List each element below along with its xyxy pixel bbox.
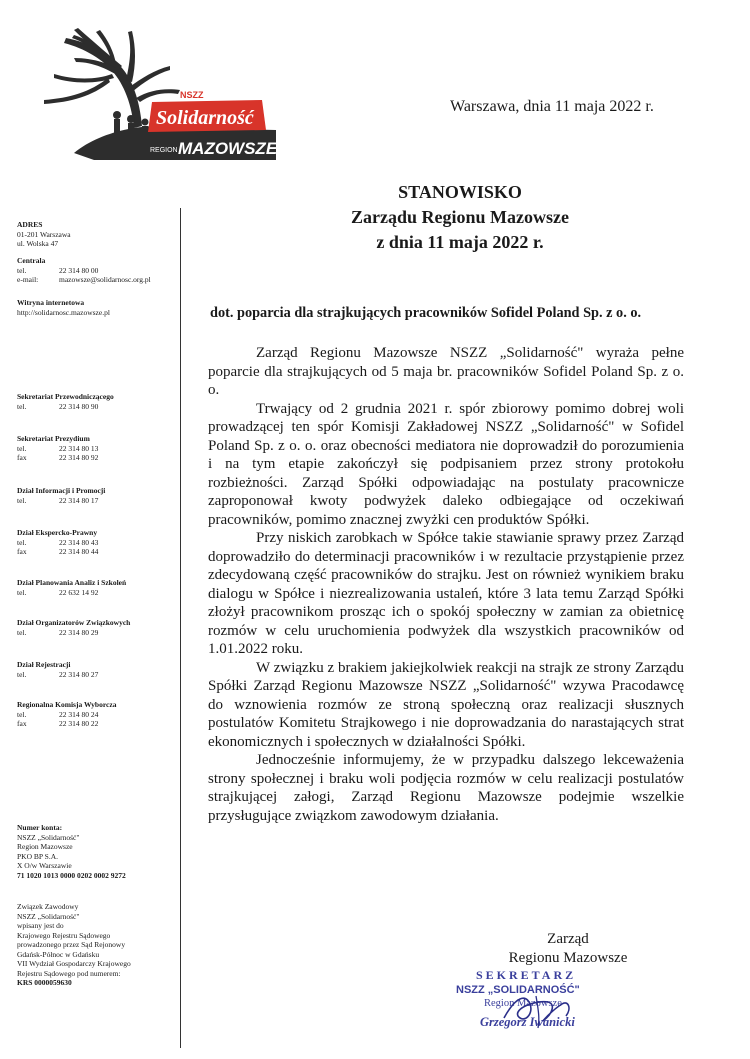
signatory-line-2: Regionu Mazowsze <box>508 949 628 966</box>
svg-text:Solidarność: Solidarność <box>156 107 254 129</box>
election-commission-block: Regionalna Komisja Wyborcza tel. 22 314 80 24 fax 22 314 80 22 <box>17 700 117 728</box>
registry-info-block: Związek Zawodowy NSZZ „Solidarność" wpisany jest do Krajowego Rejestru Sądowego prowadzonego przez Sąd Rejonowy Gdańsk-Północ w Gdańsku VII Wydział Gospodarczy Krajowego Rejestru Sądowego pod numerem: KRS 0000059630 <box>17 902 177 988</box>
stamp-title: SEKRETARZ <box>476 968 577 982</box>
document-date: Warszawa, dnia 11 maja 2022 r. <box>450 98 654 115</box>
stamp-name: Grzegorz Iwanicki <box>480 1015 575 1029</box>
paragraph-3: Przy niskich zarobkach w Spółce takie stawianie sprawy przez Zarząd doprowadziło do determinacji pracowników i w rezultacie przystąpienie przez zdecydowaną część pracowników do strajku. Jest on również wynikiem braku dialogu w Spółce i niezrealizowania ustaleń, które 3 lata temu Zarząd Spółki złożył pracownikom prosząc ich o spokój społeczny w zamian za obietnicę rozmów w celu uruchomienia podwyżek dla wszystkich pracowników od 1.01.2022 roku. <box>208 530 684 657</box>
website-block: Witryna internetowa http://solidarnosc.mazowsze.pl <box>17 298 177 317</box>
krs-number: KRS 0000059630 <box>17 978 72 987</box>
information-dept-block: Dział Informacji i Promocji tel. 22 314 80 17 <box>17 486 106 505</box>
document-subject: dot. poparcia dla strajkujących pracowników Sofidel Poland Sp. z o. o. <box>210 305 642 321</box>
document-heading <box>250 180 670 255</box>
sidebar-divider <box>180 208 181 1048</box>
svg-text:NSZZ: NSZZ <box>180 90 204 100</box>
heading-authority: Zarządu Regionu Mazowsze <box>351 207 569 227</box>
svg-text:MAZOWSZE: MAZOWSZE <box>178 139 278 158</box>
signatory <box>488 930 648 967</box>
heading-date: z dnia 11 maja 2022 r. <box>376 232 544 252</box>
paragraph-2: Trwający od 2 grudnia 2021 r. spór zbiorowy pomimo dobrej woli prowadzącej ten spór Komisji Zakładowej NSZZ „Solidarność" w Sofidel Poland Sp. z o. o. oraz obecności mediatora nie doprowadził do porozumienia i na tym etapie zakończył się podpisaniem przez strony protokołu rozbieżności. Zarząd Spółki odpowiadając na postulaty pracownicze zaproponował kwoty podwyżek daleko odbiegające od oczekiwań pracowników, pomimo znacznej zwyżki cen produktów Spółki. <box>208 400 684 528</box>
presidium-office-block: Sekretariat Prezydium tel. 22 314 80 13 fax 22 314 80 92 <box>17 434 99 462</box>
chairman-office-block: Sekretariat Przewodniczącego tel. 22 314 80 90 <box>17 392 114 411</box>
central-office-block: Centrala tel. 22 314 80 00 e-mail: mazowsze@solidarnosc.org.pl <box>17 256 151 284</box>
paragraph-1: Zarząd Regionu Mazowsze NSZZ „Solidarność" wyraża pełne poparcie dla strajkujących od 5 maja br. pracowników Sofidel Poland Sp. z o. o. <box>208 345 684 398</box>
paragraph-4: W związku z brakiem jakiejkolwiek reakcji na strajk ze strony Zarządu Spółki Zarząd Regionu Mazowsze NSZZ „Solidarność" wzywa Pracodawcę do wznowienia rozmów ze stroną społeczną oraz realizacji słusznych postulatów Komitetu Strajkowego i nie doprowadzania do narastających strat ekonomicznych i społecznych w działalności Spółki. <box>208 659 684 750</box>
bank-account-block: Numer konta: NSZZ „Solidarność" Region Mazowsze PKO BP S.A. X O/w Warszawie 71 1020 1013 0000 0202 0002 9272 <box>17 823 177 880</box>
registration-dept-block: Dział Rejestracji tel. 22 314 80 27 <box>17 660 99 679</box>
account-number: 71 1020 1013 0000 0202 0002 9272 <box>17 870 126 880</box>
document-body <box>208 344 684 825</box>
address-block: ADRES 01-201 Warszawa ul. Wolska 47 <box>17 220 71 248</box>
handwritten-signature <box>496 990 586 1030</box>
paragraph-5: Jednocześnie informujemy, że w przypadku dalszego lekceważenia strony społecznej i braku woli podjęcia rozmów w celu realizacji postulatów strajkującej załogi, Zarząd Regionu Mazowsze podejmie wszelkie przysługujące związkom zawodowym działania. <box>208 752 684 824</box>
stamp-region: Region Mazowsze <box>484 998 562 1009</box>
stamp-org: NSZZ „SOLIDARNOŚĆ" <box>456 984 580 996</box>
email-link[interactable]: mazowsze@solidarnosc.org.pl <box>59 275 151 284</box>
svg-text:REGION: REGION <box>150 147 178 154</box>
legal-dept-block: Dział Ekspercko-Prawny tel. 22 314 80 43 fax 22 314 80 44 <box>17 528 99 556</box>
planning-dept-block: Dział Planowania Analiz i Szkoleń tel. 22 632 14 92 <box>17 578 127 597</box>
heading-title: STANOWISKO <box>398 182 522 202</box>
logo-graphic <box>14 18 284 163</box>
signatory-line-1: Zarząd <box>547 931 589 947</box>
website-link[interactable]: http://solidarnosc.mazowsze.pl <box>17 307 110 317</box>
organizers-dept-block: Dział Organizatorów Związkowych tel. 22 314 80 29 <box>17 618 131 637</box>
logo <box>14 18 284 163</box>
